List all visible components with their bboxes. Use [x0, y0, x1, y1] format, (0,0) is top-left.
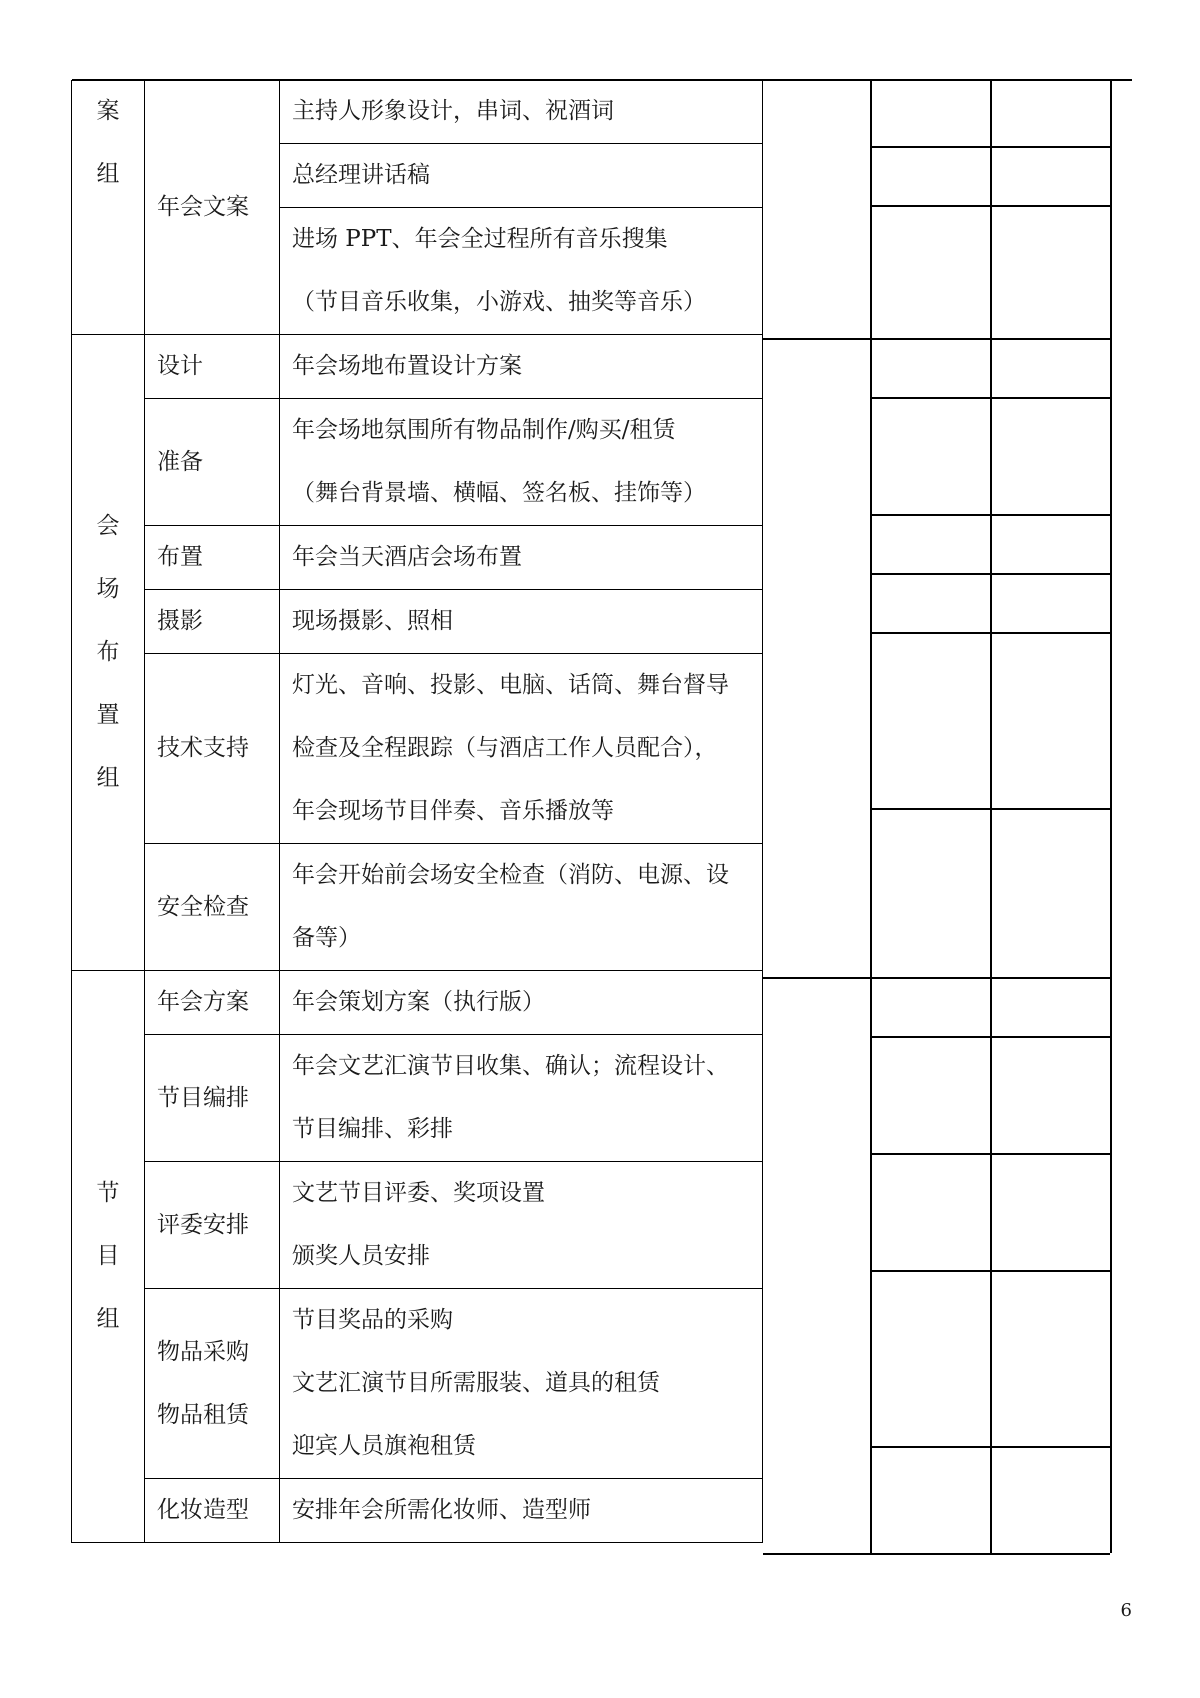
grid-line — [870, 632, 1110, 634]
group-label-char: 组 — [96, 765, 120, 791]
task-text: 检查及全程跟踪（与酒店工作人员配合）， — [292, 735, 718, 761]
task-text: （舞台背景墙、横幅、签名板、挂饰等） — [292, 480, 706, 506]
category-cell — [145, 844, 280, 971]
grid-line — [763, 1553, 871, 1555]
category-label: 年会文案 — [157, 193, 249, 220]
task-text: 年会场地氛围所有物品制作/购买/租赁 — [292, 417, 676, 443]
table-row — [72, 654, 763, 844]
category-cell — [145, 1479, 280, 1543]
group-label-char: 组 — [96, 1306, 120, 1332]
task-table — [71, 80, 763, 1543]
grid-line — [870, 1553, 1110, 1555]
grid-line — [870, 80, 872, 1553]
grid-line — [870, 1446, 1110, 1448]
task-cell — [280, 526, 763, 590]
task-text: 年会现场节目伴奏、音乐播放等 — [292, 798, 614, 824]
category-label: 摄影 — [157, 608, 203, 634]
task-text: 备等） — [292, 925, 361, 951]
table-row — [72, 1479, 763, 1543]
task-text: 年会当天酒店会场布置 — [292, 544, 522, 570]
category-cell — [145, 399, 280, 526]
table-row — [72, 80, 763, 144]
table-row — [72, 844, 763, 971]
task-text: 总经理讲话稿 — [292, 162, 430, 188]
grid-line — [870, 514, 1110, 516]
table-row — [72, 590, 763, 654]
task-text: 文艺汇演节目所需服装、道具的租赁 — [292, 1370, 660, 1396]
grid-line — [870, 808, 1110, 810]
task-text: 年会场地布置设计方案 — [292, 353, 522, 379]
task-cell — [280, 1035, 763, 1162]
task-cell — [280, 208, 763, 335]
task-text: 现场摄影、照相 — [292, 608, 453, 634]
task-text: 安排年会所需化妆师、造型师 — [292, 1497, 591, 1523]
task-cell — [280, 1479, 763, 1543]
category-label: 安全检查 — [157, 893, 249, 920]
task-text: 节目编排、彩排 — [292, 1116, 453, 1142]
task-text: 节目奖品的采购 — [292, 1307, 453, 1333]
table-row — [72, 526, 763, 590]
task-cell — [280, 335, 763, 399]
category-cell — [145, 335, 280, 399]
task-cell — [280, 1162, 763, 1289]
grid-line — [763, 977, 871, 979]
task-cell — [280, 654, 763, 844]
task-cell — [280, 399, 763, 526]
grid-line — [870, 1270, 1110, 1272]
group-label-char: 布 — [96, 639, 120, 665]
task-text: （节目音乐收集，小游戏、抽奖等音乐） — [292, 289, 706, 315]
task-cell — [280, 80, 763, 144]
grid-line — [870, 397, 1110, 399]
category-cell — [145, 1162, 280, 1289]
grid-line — [870, 1036, 1110, 1038]
category-cell — [145, 590, 280, 654]
table-row — [72, 1035, 763, 1162]
task-text: 进场 PPT、年会全过程所有音乐搜集 — [292, 226, 668, 252]
task-cell — [280, 1289, 763, 1479]
group-label-char: 场 — [96, 576, 120, 602]
table-row — [72, 1162, 763, 1289]
category-label: 化妆造型 — [157, 1497, 249, 1523]
table-row — [72, 1289, 763, 1479]
task-text: 灯光、音响、投影、电脑、话筒、舞台督导 — [292, 672, 729, 698]
category-label: 准备 — [157, 448, 203, 475]
grid-line — [870, 205, 1110, 207]
category-label: 物品租赁 — [157, 1401, 249, 1428]
grid-line — [1110, 80, 1112, 1553]
category-cell — [145, 80, 280, 335]
category-label: 设计 — [157, 353, 203, 379]
category-cell — [145, 1289, 280, 1479]
category-label: 布置 — [157, 544, 203, 570]
task-text: 颁奖人员安排 — [292, 1243, 430, 1269]
grid-line — [870, 977, 1110, 979]
task-cell — [280, 971, 763, 1035]
category-cell — [145, 1035, 280, 1162]
group-label-char: 组 — [96, 161, 120, 187]
category-cell — [145, 526, 280, 590]
group-label-char: 置 — [96, 702, 120, 728]
task-text: 年会开始前会场安全检查（消防、电源、设 — [292, 862, 729, 888]
table-row — [72, 399, 763, 526]
category-cell — [145, 971, 280, 1035]
group-label-cell — [72, 335, 145, 971]
grid-line — [870, 338, 1110, 340]
category-label: 年会方案 — [157, 989, 249, 1015]
category-label: 评委安排 — [157, 1211, 249, 1238]
task-text: 迎宾人员旗袍租赁 — [292, 1433, 476, 1459]
table-row — [72, 971, 763, 1035]
task-text: 文艺节目评委、奖项设置 — [292, 1180, 545, 1206]
table-row — [72, 335, 763, 399]
category-label: 节目编排 — [157, 1084, 249, 1111]
grid-line — [990, 80, 992, 1553]
group-label-char: 节 — [96, 1180, 120, 1206]
group-label-cell — [72, 971, 145, 1543]
grid-line — [763, 338, 871, 340]
group-label-char: 案 — [96, 98, 120, 124]
group-label-char: 目 — [96, 1243, 120, 1269]
category-label: 技术支持 — [157, 735, 249, 761]
task-cell — [280, 144, 763, 208]
group-label-cell — [72, 80, 145, 335]
category-label: 物品采购 — [157, 1338, 249, 1365]
task-text: 主持人形象设计，串词、祝酒词 — [292, 98, 614, 124]
grid-line — [870, 1153, 1110, 1155]
task-cell — [280, 590, 763, 654]
task-text: 年会文艺汇演节目收集、确认；流程设计、 — [292, 1053, 729, 1079]
grid-line — [870, 146, 1110, 148]
task-text: 年会策划方案（执行版） — [292, 989, 545, 1015]
group-label-char: 会 — [96, 513, 120, 539]
category-cell — [145, 654, 280, 844]
page-number: 6 — [1120, 1600, 1132, 1621]
task-cell — [280, 844, 763, 971]
grid-line — [870, 573, 1110, 575]
